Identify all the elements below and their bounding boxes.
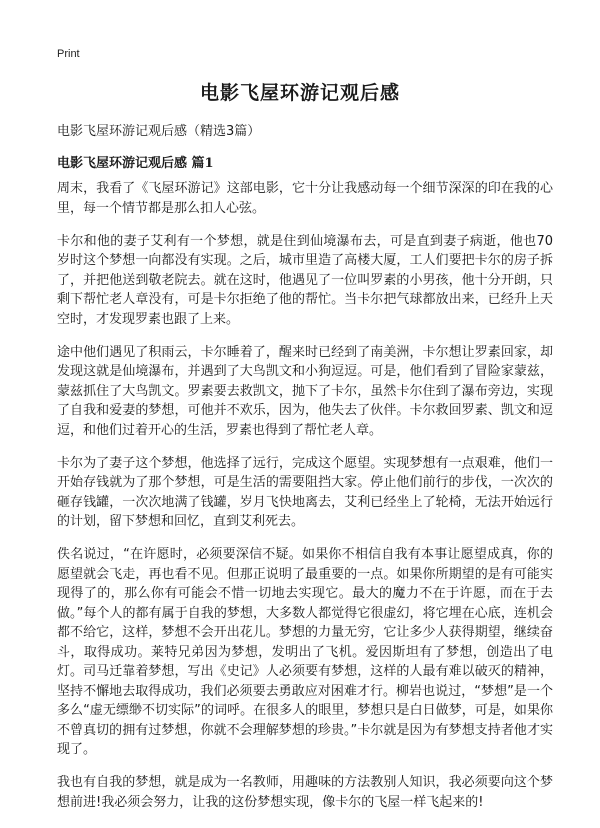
article-body (57, 179, 553, 826)
section-heading: 电影飞屋环游记观后感 篇1 (57, 156, 214, 171)
paragraph-conclusion: 我也有自我的梦想，就是成为一名教师，用趣味的方法教别人知识，我必须要向这个梦想前进!我必须会努力，让我的这份梦想实现，像卡尔的飞屋一样飞起来的! (57, 775, 553, 810)
document-title: 电影飞屋环游记观后感 (199, 82, 400, 104)
paragraph-intro: 周末，我看了《飞屋环游记》这部电影，它十分让我感动每一个细节深深的印在我的心里，每一个情节都是那么扣人心弦。 (57, 181, 553, 216)
paragraph-story-start: 卡尔和他的妻子艾利有一个梦想，就是住到仙境瀑布去，可是直到妻子病逝，他也70岁时这个梦想一向都没有实现。之后，城市里造了高楼大厦，工人们要把卡尔的房子拆了，并把他送到敬老院去。就在这时，他遇见了一位叫罗素的小男孩，他十分开朗，只剩下帮忙老人章没有，可是卡尔拒绝了他的帮忙。当卡尔把气球都放出来，已经升上天空时，才发现罗素也跟了上来。 (57, 233, 553, 327)
paragraph-quotes: 佚名说过，“在许愿时，必须要深信不疑。如果你不相信自我有本事让愿望成真，你的愿望就会飞走，再也看不见。但那正说明了最重要的一点。如果你所期望的是有可能实现得了的，那么你有可能会不惜一切地去实现它。最大的魔力不在于许愿，而在于去做。”每个人的都有属于自我的梦想，大多数人都觉得它很虚幻，将它埋在心底，连机会都不给它，这样，梦想不会开出花儿。梦想的力量无穷，它让多少人获得期望，继续奋斗，取得成功。莱特兄弟因为梦想，发明出了飞机。爱因斯坦有了梦想，创造出了电灯。司马迁靠着梦想，写出《史记》人必须要有梦想，这样的人最有难以破灭的精神，坚持不懈地去取得成功，我们必须要去勇敢应对困难才行。柳岩也说过，“梦想”是一个多么“虚无缥缈不切实际”的词呼。在很多人的眼里，梦想只是白日做梦，可是，如果你不曾真切的拥有过梦想，你就不会理解梦想的珍贵。”卡尔就是因为有梦想支持者他才实现了。 (57, 547, 553, 757)
paragraph-dream: 卡尔为了妻子这个梦想，他选择了远行，完成这个愿望。实现梦想有一点艰难，他们一开始存钱就为了那个梦想，可是生活的需要阻挡大家。停止他们前行的步伐，一次次的砸存钱罐，一次次地满了钱罐，岁月飞快地离去，艾利已经坐上了轮椅，无法开始远行的计划，留下梦想和回忆，直到艾利死去。 (57, 455, 553, 529)
paragraph-journey: 途中他们遇见了积雨云，卡尔睡着了，醒来时已经到了南美洲，卡尔想让罗素回家，却发现这就是仙境瀑布，并遇到了大鸟凯文和小狗逗逗。可是，他们看到了冒险家蒙兹，蒙兹抓住了大鸟凯文。罗素要去救凯文，抛下了卡尔，虽然卡尔住到了瀑布旁边，实现了自我和爱妻的梦想，可他并不欢乐，因为，他失去了伙伴。卡尔救回罗素、凯文和逗逗，和他们过着开心的生活，罗素也得到了帮忙老人章。 (57, 344, 553, 438)
print-link[interactable]: Print (57, 48, 80, 60)
document-subtitle: 电影飞屋环游记观后感（精选3篇） (57, 124, 261, 139)
